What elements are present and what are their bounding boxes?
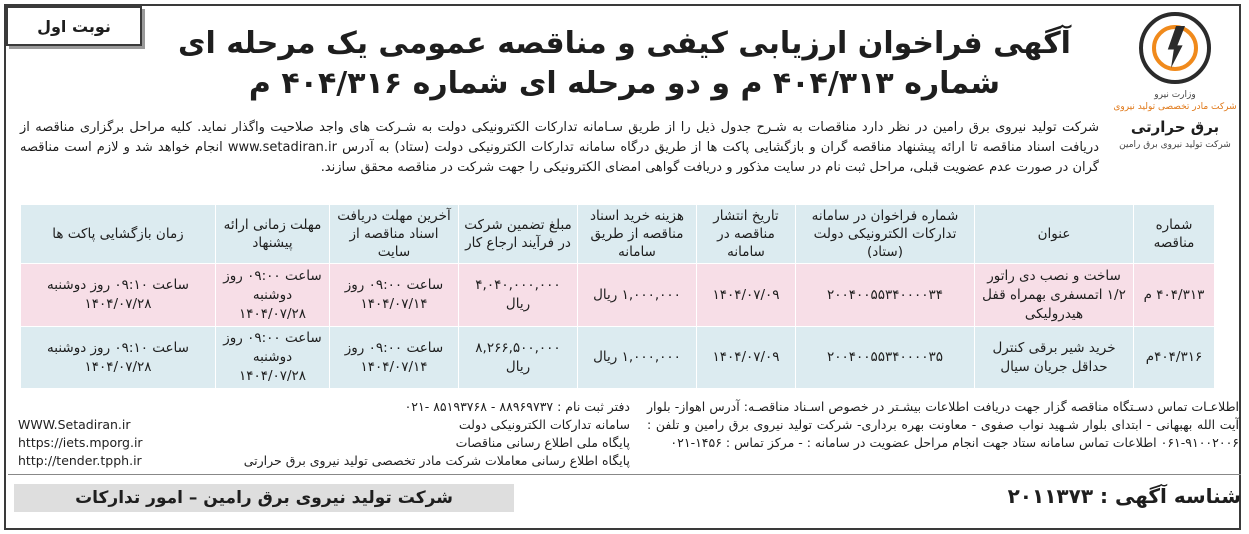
power-plant-logo-icon [1139, 12, 1211, 84]
footer-company: شرکت تولید نیروی برق رامین – امور تدارکات [14, 484, 514, 512]
col-publish-date: تاریخ انتشار مناقصه در سامانه [697, 205, 796, 264]
table-row [21, 264, 1215, 327]
col-title: عنوان [975, 205, 1134, 264]
footer-divider [8, 474, 1241, 475]
registration-info [180, 398, 630, 470]
col-tender-number: شماره مناقصه [1134, 205, 1215, 264]
ad-id: شناسه آگهی : ۲۰۱۱۳۷۳ [1007, 484, 1241, 508]
call-number: ۲۰۰۴۰۰۵۵۳۴۰۰۰۰۳۴ [796, 264, 975, 327]
guarantee: ۴,۰۴۰,۰۰۰,۰۰۰ ریال [459, 264, 578, 327]
col-guarantee: مبلغ تضمین شرکت در فرآیند ارجاع کار [459, 205, 578, 264]
tender-number: ۴۰۴/۳۱۳ م [1134, 264, 1215, 327]
offer-deadline: ساعت ۰۹:۰۰ روز دوشنبه ۱۴۰۴/۰۷/۲۸ [216, 264, 330, 327]
doc-deadline: ساعت ۰۹:۰۰ روز ۱۴۰۴/۰۷/۱۴ [330, 264, 459, 327]
issue-badge: نوبت اول [6, 6, 142, 46]
url-link[interactable]: WWW.Setadiran.ir [18, 417, 131, 432]
contact-info: اطلاعـات تماس دسـتگاه مناقصه گزار جهت دریافت اطلاعات بیشـتر در خصوص اسـناد مناقصـه: آدرس اهواز- بلوار آیت الله بهبهانی - ابتدای بلوار شـهید نواب صفوی - معاونت بهره برداری- شرکت تولید نیروی برق رامین و تلفن : ۹۱۰۰۲۰۰۶-۰۶۱ اطلاعات تماس سامانه ستاد جهت انجام مراحل عضویت در سامانه : - مرکز تماس : ۱۴۵۶-۰۲۱ [647, 399, 1239, 450]
doc-deadline: ساعت ۰۹:۰۰ روز ۱۴۰۴/۰۷/۱۴ [330, 327, 459, 389]
offer-deadline: ساعت ۰۹:۰۰ روز دوشنبه ۱۴۰۴/۰۷/۲۸ [216, 327, 330, 389]
call-number: ۲۰۰۴۰۰۵۵۳۴۰۰۰۰۳۵ [796, 327, 975, 389]
publish-date: ۱۴۰۴/۰۷/۰۹ [697, 264, 796, 327]
col-call-number: شماره فراخوان در سامانه تدارکات الکترونیکی دولت (ستاد) [796, 205, 975, 264]
tender-number: ۴۰۴/۳۱۶م [1134, 327, 1215, 389]
intro-paragraph: شرکت تولید نیروی برق رامین در نظر دارد مناقصات به شـرح جدول ذیل را از طریق سـامانه تدارکات الکترونیکی دولت به شـرکت های واجد صلاحیت واگذار نماید. کلیه مراحل برگزاری مناقصه از دریافت اسناد مناقصه تا ارائه پیشنهاد مناقصه گران و بازگشایی پاکت ها از طریق درگاه سامانه تدارکات الکترونیکی دولت (ستاد) به آدرس www.setadiran.ir انجام خواهد شد و لازم است مناقصه گران در صورت عدم عضویت قبلی، مراحل ثبت نام در سایت مذکور و دریافت گواهی امضای الکترونیکی را جهت شرکت در مناقصه محقق سازند. [20, 120, 1099, 175]
guarantee: ۸,۲۶۶,۵۰۰,۰۰۰ ریال [459, 327, 578, 389]
publish-date: ۱۴۰۴/۰۷/۰۹ [697, 327, 796, 389]
doc-cost: ۱,۰۰۰,۰۰۰ ریال [578, 327, 697, 389]
table-row [21, 327, 1215, 389]
opening-time: ساعت ۰۹:۱۰ روز دوشنبه ۱۴۰۴/۰۷/۲۸ [21, 327, 216, 389]
table-header-row [21, 205, 1215, 264]
logo-brand: برق حرارتی [1130, 118, 1220, 136]
col-offer-deadline: مهلت زمانی ارائه پیشنهاد [216, 205, 330, 264]
url-link[interactable]: https://iets.mporg.ir [18, 435, 143, 450]
opening-time: ساعت ۰۹:۱۰ روز دوشنبه ۱۴۰۴/۰۷/۲۸ [21, 264, 216, 327]
logo-ministry: وزارت نیرو [1154, 90, 1196, 100]
title-line-2: شماره ۴۰۴/۳۱۳ م و دو مرحله ای شماره ۴۰۴/۳۱۶ م [248, 66, 1001, 101]
registration-phones: دفتر ثبت نام : ۸۸۹۶۹۷۳۷ - ۸۵۱۹۳۷۶۸ -۰۲۱ [404, 399, 630, 414]
url-link[interactable]: http://tender.tpph.ir [18, 453, 142, 468]
company-logo [1111, 12, 1239, 150]
title-line-1: آگهی فراخوان ارزیابی کیفی و مناقصه عمومی یک مرحله ای [178, 26, 1071, 61]
logo-subtitle: شرکت تولید نیروی برق رامین [1119, 140, 1231, 150]
url-list [18, 416, 178, 470]
ad-title [150, 24, 1099, 104]
portal-name: پایگاه ملی اطلاع رسانی مناقصات [455, 435, 630, 450]
tender-title: ساخت و نصب دی راتور ۱/۲ اتمسفری بهمراه قفل هیدرولیکی [975, 264, 1134, 327]
col-doc-deadline: آخرین مهلت دریافت اسناد مناقصه از سایت [330, 205, 459, 264]
doc-cost: ۱,۰۰۰,۰۰۰ ریال [578, 264, 697, 327]
col-doc-cost: هزینه خرید اسناد مناقصه از طریق سامانه [578, 205, 697, 264]
logo-company: شرکت مادر تخصصی تولید نیروی [1113, 102, 1237, 112]
portal-name: پایگاه اطلاع رسانی معاملات شرکت مادر تخصصی تولید نیروی برق حرارتی [243, 453, 630, 468]
tender-title: خرید شیر برقی کنترل حداقل جریان سیال [975, 327, 1134, 389]
tenders-table [20, 204, 1215, 389]
portal-name: سامانه تدارکات الکترونیکی دولت [458, 417, 630, 432]
col-opening: زمان بازگشایی پاکت ها [21, 205, 216, 264]
